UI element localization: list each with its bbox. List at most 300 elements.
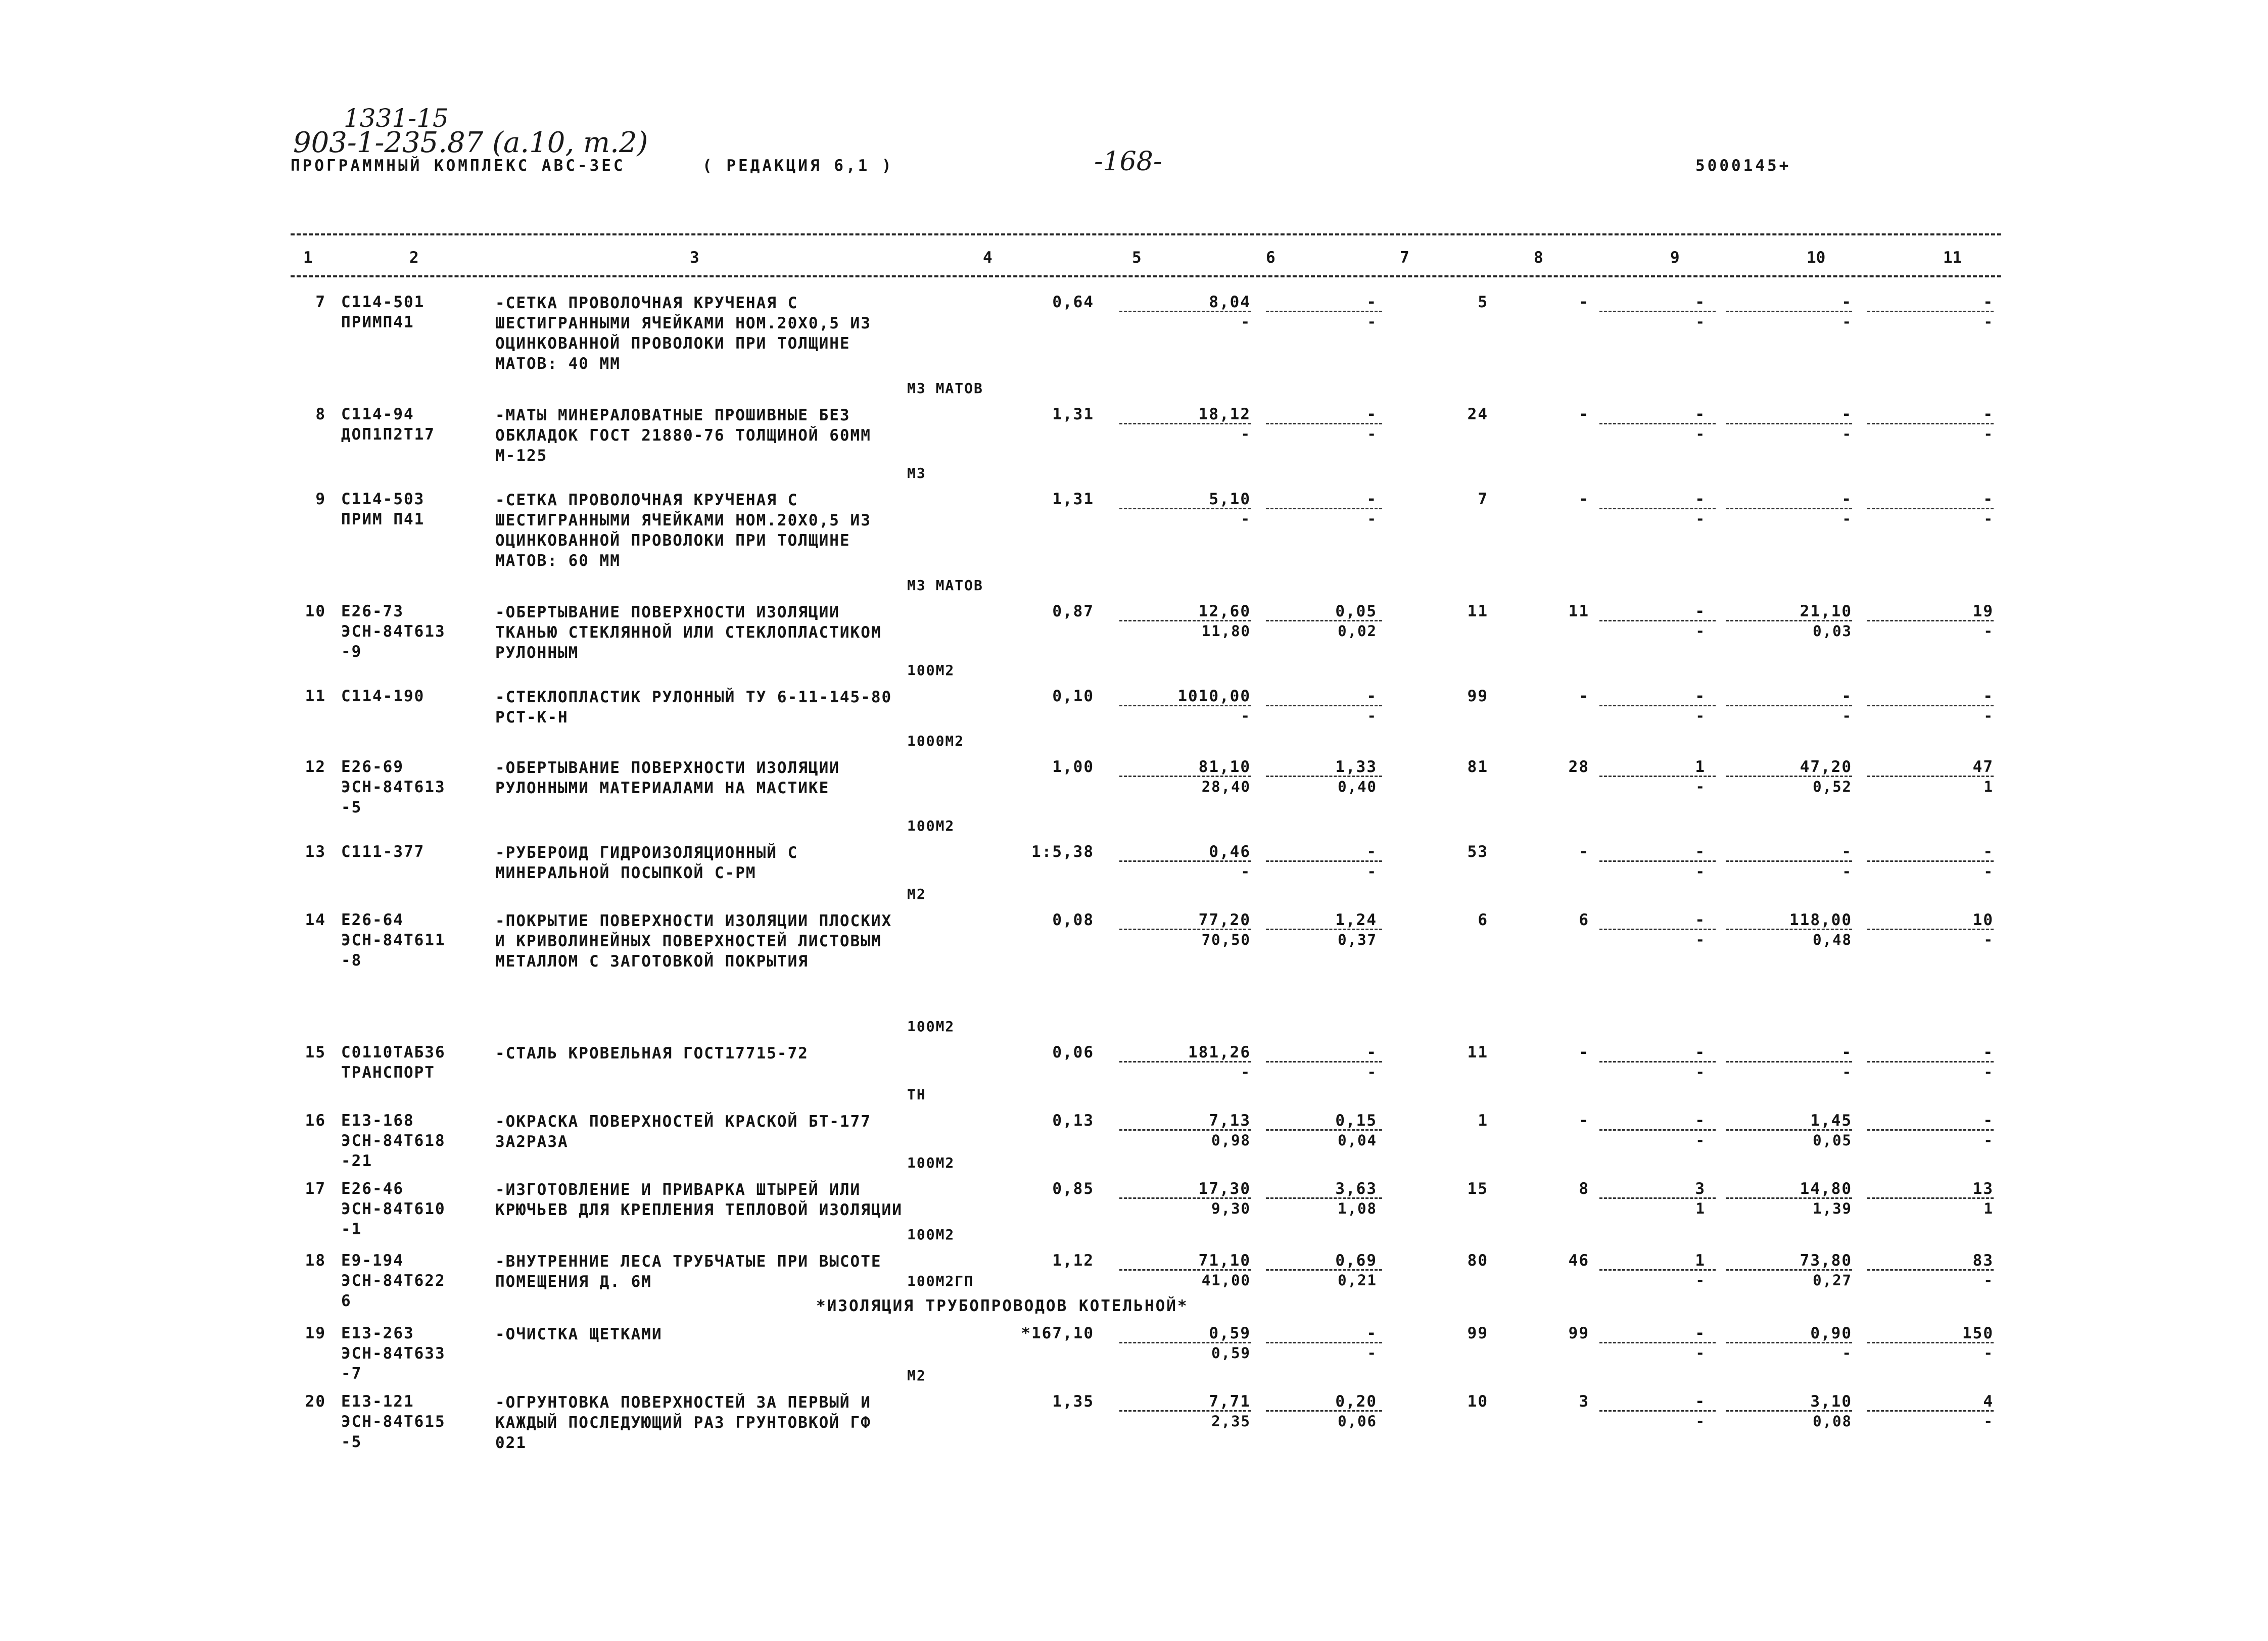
dashed-separator bbox=[1266, 1269, 1382, 1271]
cost-total: 71,10 bbox=[1198, 1251, 1251, 1270]
value-col-10: 21,10 bbox=[1800, 602, 1852, 620]
value-col-11-sub: - bbox=[1983, 1064, 1994, 1081]
dashed-separator bbox=[1266, 1410, 1382, 1412]
cost-total: 8,04 bbox=[1209, 293, 1251, 311]
value-col-10-sub: 0,48 bbox=[1813, 931, 1852, 948]
work-description: -ВНУТРЕННИЕ ЛЕСА ТРУБЧАТЫЕ ПРИ ВЫСОТЕ ПОМЕЩЕНИЯ Д. 6М bbox=[495, 1252, 882, 1291]
dashed-separator bbox=[1599, 1410, 1716, 1412]
value-col-7: 11 bbox=[1467, 602, 1488, 620]
machine-wages: - bbox=[1367, 313, 1377, 330]
table-row bbox=[291, 1038, 2001, 1106]
cost-total: 81,10 bbox=[1198, 758, 1251, 776]
table-row bbox=[291, 597, 2001, 682]
unit-of-measure: М2 bbox=[907, 1367, 926, 1384]
cost-total: 5,10 bbox=[1209, 490, 1251, 508]
machine-wages: 0,06 bbox=[1338, 1413, 1377, 1430]
machine-wages: 0,21 bbox=[1338, 1272, 1377, 1289]
dashed-separator bbox=[1119, 423, 1251, 424]
table-row bbox=[291, 906, 2001, 1038]
machine-cost: 1,33 bbox=[1335, 758, 1377, 776]
value-col-11: - bbox=[1983, 293, 1994, 311]
table-row bbox=[291, 485, 2001, 597]
table-row bbox=[291, 838, 2001, 906]
dashed-separator bbox=[1119, 1197, 1251, 1199]
value-col-10-sub: - bbox=[1842, 313, 1852, 330]
price-code: Е26-73 bbox=[341, 602, 404, 620]
dashed-separator bbox=[1867, 423, 1994, 424]
dashed-separator bbox=[1726, 1269, 1852, 1271]
machine-cost: 1,24 bbox=[1335, 911, 1377, 929]
dashed-separator bbox=[1599, 311, 1716, 312]
dashed-separator bbox=[1119, 705, 1251, 706]
value-col-10: 0,90 bbox=[1810, 1324, 1852, 1342]
machine-cost: 0,05 bbox=[1335, 602, 1377, 620]
value-col-8: 28 bbox=[1568, 758, 1589, 776]
price-code-suffix: -8 bbox=[341, 951, 362, 970]
price-code: Е26-69 bbox=[341, 758, 404, 776]
edition-header: ( РЕДАКЦИЯ 6,1 ) bbox=[702, 157, 894, 175]
dashed-separator bbox=[1867, 929, 1994, 930]
dashed-separator bbox=[1867, 1410, 1994, 1412]
value-col-10: 14,80 bbox=[1800, 1180, 1852, 1198]
unit-of-measure: М3 МАТОВ bbox=[907, 577, 983, 594]
dashed-separator bbox=[1119, 860, 1251, 862]
dashed-separator bbox=[1867, 1129, 1994, 1131]
dashed-separator bbox=[1266, 311, 1382, 312]
value-col-10-sub: 0,52 bbox=[1813, 778, 1852, 795]
value-col-9: 1 bbox=[1695, 1251, 1706, 1270]
dashed-separator bbox=[1266, 860, 1382, 862]
value-col-9-sub: - bbox=[1695, 1064, 1706, 1081]
price-code: С114-503 bbox=[341, 490, 425, 508]
col-7: 7 bbox=[1400, 249, 1409, 267]
dashed-separator bbox=[1867, 705, 1994, 706]
value-col-8: 3 bbox=[1579, 1392, 1589, 1411]
price-code-ref: ЭСН-84Т633 bbox=[341, 1344, 446, 1363]
document-code: 5000145+ bbox=[1695, 157, 1791, 175]
table-row bbox=[291, 682, 2001, 753]
row-number: 18 bbox=[305, 1251, 326, 1270]
price-code-ref: ЭСН-84Т613 bbox=[341, 778, 446, 796]
work-description: -ПОКРЫТИЕ ПОВЕРХНОСТИ ИЗОЛЯЦИИ ПЛОСКИХ И КРИВОЛИНЕЙНЫХ ПОВЕРХНОСТЕЙ ЛИСТОВЫМ МЕТАЛЛОМ С ЗАГОТОВКОЙ ПОКРЫТИЯ bbox=[495, 912, 892, 971]
machine-cost: - bbox=[1366, 1043, 1377, 1061]
cost-wages: 11,80 bbox=[1201, 622, 1251, 640]
value-col-10: - bbox=[1841, 293, 1852, 311]
dashed-separator bbox=[1119, 929, 1251, 930]
dashed-separator bbox=[1867, 620, 1994, 621]
value-col-8: 11 bbox=[1568, 602, 1589, 620]
dashed-separator bbox=[1599, 620, 1716, 621]
dashed-separator bbox=[1119, 1269, 1251, 1271]
value-col-10-sub: 0,05 bbox=[1813, 1132, 1852, 1149]
price-code-suffix: -21 bbox=[341, 1152, 372, 1170]
price-code-ref: ЭСН-84Т611 bbox=[341, 931, 446, 949]
handwritten-page-number: -168- bbox=[1094, 147, 1162, 177]
price-code: Е9-194 bbox=[341, 1251, 404, 1270]
quantity: 0,06 bbox=[1052, 1043, 1094, 1061]
work-description: -ИЗГОТОВЛЕНИЕ И ПРИВАРКА ШТЫРЕЙ ИЛИ КРЮЧЬЕВ ДЛЯ КРЕПЛЕНИЯ ТЕПЛОВОЙ ИЗОЛЯЦИИ bbox=[495, 1181, 903, 1219]
value-col-11: - bbox=[1983, 1043, 1994, 1061]
cost-wages: - bbox=[1241, 707, 1251, 725]
machine-wages: 0,02 bbox=[1338, 622, 1377, 640]
row-number: 20 bbox=[305, 1392, 326, 1411]
value-col-9: - bbox=[1695, 1392, 1706, 1411]
dashed-separator bbox=[1599, 508, 1716, 509]
value-col-10: 118,00 bbox=[1789, 911, 1852, 929]
machine-wages: - bbox=[1367, 510, 1377, 527]
dashed-separator bbox=[1119, 508, 1251, 509]
col-9: 9 bbox=[1670, 249, 1680, 267]
value-col-11: 83 bbox=[1972, 1251, 1994, 1270]
cost-wages: 41,00 bbox=[1201, 1272, 1251, 1289]
value-col-11: 47 bbox=[1972, 758, 1994, 776]
value-col-10: 1,45 bbox=[1810, 1112, 1852, 1130]
dashed-separator bbox=[1266, 776, 1382, 777]
value-col-11-sub: - bbox=[1983, 931, 1994, 948]
cost-wages: - bbox=[1241, 425, 1251, 443]
row-number: 12 bbox=[305, 758, 326, 776]
dashed-separator bbox=[1266, 705, 1382, 706]
value-col-8: - bbox=[1579, 843, 1589, 861]
dashed-separator bbox=[1726, 705, 1852, 706]
dashed-separator bbox=[1266, 1342, 1382, 1343]
dashed-separator bbox=[1726, 1342, 1852, 1343]
dashed-separator bbox=[1867, 508, 1994, 509]
value-col-7: 7 bbox=[1478, 490, 1488, 508]
row-number: 10 bbox=[305, 602, 326, 620]
table-row bbox=[291, 1175, 2001, 1246]
cost-wages: - bbox=[1241, 1064, 1251, 1081]
value-col-11-sub: - bbox=[1983, 1272, 1994, 1289]
value-col-9: - bbox=[1695, 843, 1706, 861]
cost-wages: - bbox=[1241, 863, 1251, 880]
price-code: Е26-64 bbox=[341, 911, 404, 929]
value-col-11-sub: 1 bbox=[1983, 778, 1994, 795]
value-col-9: - bbox=[1695, 911, 1706, 929]
work-description: -ОБЕРТЫВАНИЕ ПОВЕРХНОСТИ ИЗОЛЯЦИИ ТКАНЬЮ СТЕКЛЯННОЙ ИЛИ СТЕКЛОПЛАСТИКОМ РУЛОННЫМ bbox=[495, 603, 882, 662]
price-code: Е13-263 bbox=[341, 1324, 414, 1342]
quantity: 1,12 bbox=[1052, 1251, 1094, 1270]
dashed-separator bbox=[1599, 1129, 1716, 1131]
work-description: -ОЧИСТКА ЩЕТКАМИ bbox=[495, 1325, 663, 1343]
dashed-separator bbox=[1726, 311, 1852, 312]
price-code: С114-501 bbox=[341, 293, 425, 311]
handwritten-project-code: 903-1-235.87 (а.10, т.2) bbox=[293, 126, 648, 159]
machine-cost: - bbox=[1366, 293, 1377, 311]
work-description: -ОКРАСКА ПОВЕРХНОСТЕЙ КРАСКОЙ БТ-177 ЗА2РАЗА bbox=[495, 1113, 871, 1151]
unit-of-measure: 100М2 bbox=[907, 1154, 955, 1171]
value-col-8: - bbox=[1579, 490, 1589, 508]
col-2: 2 bbox=[409, 249, 419, 267]
dashed-separator bbox=[1599, 1197, 1716, 1199]
value-col-9-sub: - bbox=[1695, 510, 1706, 527]
price-code-ref: ДОП1П2Т17 bbox=[341, 425, 435, 444]
dashed-separator bbox=[1726, 508, 1852, 509]
price-code: С0110ТАБ36 bbox=[341, 1043, 446, 1061]
machine-wages: 1,08 bbox=[1338, 1200, 1377, 1217]
dashed-separator bbox=[1119, 1129, 1251, 1131]
price-code-suffix: -9 bbox=[341, 643, 362, 661]
machine-wages: - bbox=[1367, 1344, 1377, 1362]
dashed-separator bbox=[1119, 1342, 1251, 1343]
value-col-9-sub: - bbox=[1695, 707, 1706, 725]
table-row bbox=[291, 1106, 2001, 1175]
machine-cost: - bbox=[1366, 405, 1377, 423]
value-col-11: 150 bbox=[1962, 1324, 1994, 1342]
value-col-10: 73,80 bbox=[1800, 1251, 1852, 1270]
value-col-9-sub: - bbox=[1695, 313, 1706, 330]
value-col-11-sub: - bbox=[1983, 425, 1994, 443]
row-number: 16 bbox=[305, 1112, 326, 1130]
value-col-9: 3 bbox=[1695, 1180, 1706, 1198]
dashed-separator bbox=[1266, 620, 1382, 621]
machine-cost: 0,69 bbox=[1335, 1251, 1377, 1270]
table-row bbox=[291, 753, 2001, 838]
value-col-11: - bbox=[1983, 405, 1994, 423]
dashed-separator bbox=[1266, 1197, 1382, 1199]
price-code: Е26-46 bbox=[341, 1180, 404, 1198]
value-col-9-sub: - bbox=[1695, 931, 1706, 948]
dashed-separator bbox=[1726, 1410, 1852, 1412]
value-col-9-sub: - bbox=[1695, 425, 1706, 443]
work-description: -МАТЫ МИНЕРАЛОВАТНЫЕ ПРОШИВНЫЕ БЕЗ ОБКЛАДОК ГОСТ 21880-76 ТОЛЩИНОЙ 60ММ М-125 bbox=[495, 406, 871, 465]
value-col-10-sub: - bbox=[1842, 1064, 1852, 1081]
value-col-11: - bbox=[1983, 490, 1994, 508]
value-col-9-sub: - bbox=[1695, 1272, 1706, 1289]
value-col-10-sub: - bbox=[1842, 1344, 1852, 1362]
value-col-11: - bbox=[1983, 1112, 1994, 1130]
value-col-7: 81 bbox=[1467, 758, 1488, 776]
dashed-separator bbox=[1599, 1342, 1716, 1343]
machine-wages: - bbox=[1367, 863, 1377, 880]
work-description: -СТАЛЬ КРОВЕЛЬНАЯ ГОСТ17715-72 bbox=[495, 1044, 809, 1063]
value-col-9: - bbox=[1695, 1112, 1706, 1130]
cost-total: 181,26 bbox=[1188, 1043, 1251, 1061]
dashed-separator bbox=[1266, 929, 1382, 930]
value-col-9-sub: - bbox=[1695, 863, 1706, 880]
cost-total: 1010,00 bbox=[1177, 687, 1251, 705]
unit-of-measure: 1000М2 bbox=[907, 733, 965, 749]
dashed-separator bbox=[1599, 860, 1716, 862]
row-number: 15 bbox=[305, 1043, 326, 1061]
value-col-7: 99 bbox=[1467, 687, 1488, 705]
value-col-11: 13 bbox=[1972, 1180, 1994, 1198]
unit-of-measure: 100М2 bbox=[907, 662, 955, 679]
unit-of-measure: ТН bbox=[907, 1086, 926, 1103]
price-code-ref: ПРИМ П41 bbox=[341, 510, 425, 528]
value-col-9: - bbox=[1695, 687, 1706, 705]
cost-total: 12,60 bbox=[1198, 602, 1251, 620]
value-col-7: 6 bbox=[1478, 911, 1488, 929]
value-col-8: 46 bbox=[1568, 1251, 1589, 1270]
value-col-10: - bbox=[1841, 843, 1852, 861]
dashed-separator bbox=[1599, 1061, 1716, 1063]
cost-wages: - bbox=[1241, 510, 1251, 527]
dashed-separator bbox=[1599, 1269, 1716, 1271]
cost-wages: 0,59 bbox=[1211, 1344, 1251, 1362]
value-col-8: - bbox=[1579, 687, 1589, 705]
price-code-ref: ТРАНСПОРТ bbox=[341, 1064, 435, 1082]
quantity: 1:5,38 bbox=[1031, 843, 1094, 861]
value-col-8: - bbox=[1579, 405, 1589, 423]
value-col-7: 53 bbox=[1467, 843, 1488, 861]
machine-cost: 3,63 bbox=[1335, 1180, 1377, 1198]
row-number: 19 bbox=[305, 1324, 326, 1342]
column-number-row bbox=[291, 249, 2001, 269]
table-row bbox=[291, 1387, 2001, 1452]
price-code-suffix: -1 bbox=[341, 1220, 362, 1238]
price-code-ref: ПРИМП41 bbox=[341, 313, 414, 331]
value-col-9: - bbox=[1695, 1324, 1706, 1342]
value-col-7: 10 bbox=[1467, 1392, 1488, 1411]
value-col-11-sub: - bbox=[1983, 863, 1994, 880]
dashed-separator bbox=[1867, 311, 1994, 312]
price-code-suffix: 6 bbox=[341, 1292, 352, 1310]
value-col-11-sub: 1 bbox=[1983, 1200, 1994, 1217]
row-number: 13 bbox=[305, 843, 326, 861]
price-code-ref: ЭСН-84Т615 bbox=[341, 1413, 446, 1431]
cost-total: 7,71 bbox=[1209, 1392, 1251, 1411]
value-col-10: 3,10 bbox=[1810, 1392, 1852, 1411]
machine-cost: - bbox=[1366, 1324, 1377, 1342]
header-bottom-rule bbox=[291, 275, 2001, 277]
cost-total: 77,20 bbox=[1198, 911, 1251, 929]
quantity: *167,10 bbox=[1021, 1324, 1094, 1342]
value-col-9-sub: - bbox=[1695, 622, 1706, 640]
value-col-11-sub: - bbox=[1983, 1413, 1994, 1430]
price-code: Е13-168 bbox=[341, 1112, 414, 1130]
unit-of-measure: 100М2ГП bbox=[907, 1273, 974, 1289]
dashed-separator bbox=[1726, 1129, 1852, 1131]
value-col-11-sub: - bbox=[1983, 1344, 1994, 1362]
machine-wages: 0,04 bbox=[1338, 1132, 1377, 1149]
work-description: -РУБЕРОИД ГИДРОИЗОЛЯЦИОННЫЙ С МИНЕРАЛЬНОЙ ПОСЫПКОЙ С-РМ bbox=[495, 844, 798, 882]
table-row bbox=[291, 1319, 2001, 1387]
machine-wages: - bbox=[1367, 707, 1377, 725]
cost-wages: 9,30 bbox=[1211, 1200, 1251, 1217]
dashed-separator bbox=[1266, 1129, 1382, 1131]
dashed-separator bbox=[1119, 1410, 1251, 1412]
dashed-separator bbox=[1599, 705, 1716, 706]
quantity: 0,85 bbox=[1052, 1180, 1094, 1198]
machine-cost: - bbox=[1366, 490, 1377, 508]
dashed-separator bbox=[1726, 776, 1852, 777]
value-col-9: - bbox=[1695, 1043, 1706, 1061]
dashed-separator bbox=[1867, 1342, 1994, 1343]
price-code: С114-190 bbox=[341, 687, 425, 705]
unit-of-measure: М2 bbox=[907, 886, 926, 902]
quantity: 0,87 bbox=[1052, 602, 1094, 620]
quantity: 1,00 bbox=[1052, 758, 1094, 776]
value-col-8: 6 bbox=[1579, 911, 1589, 929]
value-col-10-sub: - bbox=[1842, 707, 1852, 725]
quantity: 0,13 bbox=[1052, 1112, 1094, 1130]
value-col-9: - bbox=[1695, 405, 1706, 423]
machine-wages: - bbox=[1367, 1064, 1377, 1081]
cost-wages: 28,40 bbox=[1201, 778, 1251, 795]
machine-wages: 0,40 bbox=[1338, 778, 1377, 795]
table-row bbox=[291, 288, 2001, 400]
value-col-11-sub: - bbox=[1983, 622, 1994, 640]
value-col-10-sub: 1,39 bbox=[1813, 1200, 1852, 1217]
value-col-7: 15 bbox=[1467, 1180, 1488, 1198]
work-description: -СЕТКА ПРОВОЛОЧНАЯ КРУЧЕНАЯ С ШЕСТИГРАННЫМИ ЯЧЕЙКАМИ НОМ.20Х0,5 ИЗ ОЦИНКОВАННОЙ ПРОВОЛОКИ ПРИ ТОЛЩИНЕ МАТОВ: 40 ММ bbox=[495, 294, 871, 373]
value-col-11: - bbox=[1983, 687, 1994, 705]
cost-wages: - bbox=[1241, 313, 1251, 330]
value-col-8: 99 bbox=[1568, 1324, 1589, 1342]
dashed-separator bbox=[1867, 860, 1994, 862]
value-col-7: 11 bbox=[1467, 1043, 1488, 1061]
value-col-8: - bbox=[1579, 1112, 1589, 1130]
value-col-9: - bbox=[1695, 490, 1706, 508]
value-col-10: 47,20 bbox=[1800, 758, 1852, 776]
col-5: 5 bbox=[1132, 249, 1142, 267]
col-3: 3 bbox=[690, 249, 699, 267]
value-col-8: 8 bbox=[1579, 1180, 1589, 1198]
dashed-separator bbox=[1726, 1197, 1852, 1199]
value-col-7: 99 bbox=[1467, 1324, 1488, 1342]
price-code-suffix: -5 bbox=[341, 1433, 362, 1451]
cost-total: 0,59 bbox=[1209, 1324, 1251, 1342]
value-col-10: - bbox=[1841, 1043, 1852, 1061]
dashed-separator bbox=[1119, 1061, 1251, 1063]
dashed-separator bbox=[1726, 1061, 1852, 1063]
machine-wages: - bbox=[1367, 425, 1377, 443]
value-col-11-sub: - bbox=[1983, 313, 1994, 330]
col-8: 8 bbox=[1534, 249, 1543, 267]
quantity: 0,10 bbox=[1052, 687, 1094, 705]
value-col-9: - bbox=[1695, 293, 1706, 311]
row-number: 11 bbox=[305, 687, 326, 705]
quantity: 0,08 bbox=[1052, 911, 1094, 929]
value-col-9-sub: - bbox=[1695, 778, 1706, 795]
col-11: 11 bbox=[1943, 249, 1962, 267]
dashed-separator bbox=[1867, 776, 1994, 777]
row-number: 14 bbox=[305, 911, 326, 929]
row-number: 17 bbox=[305, 1180, 326, 1198]
value-col-7: 1 bbox=[1478, 1112, 1488, 1130]
work-description: -ОБЕРТЫВАНИЕ ПОВЕРХНОСТИ ИЗОЛЯЦИИ РУЛОННЫМИ МАТЕРИАЛАМИ НА МАСТИКЕ bbox=[495, 759, 840, 797]
value-col-7: 80 bbox=[1467, 1251, 1488, 1270]
row-number: 8 bbox=[315, 405, 326, 423]
unit-of-measure: М3 bbox=[907, 465, 926, 481]
row-number: 9 bbox=[315, 490, 326, 508]
estimate-table-body bbox=[291, 288, 2001, 1622]
value-col-9: - bbox=[1695, 602, 1706, 620]
dashed-separator bbox=[1266, 508, 1382, 509]
value-col-10-sub: - bbox=[1842, 510, 1852, 527]
dashed-separator bbox=[1266, 423, 1382, 424]
handwritten-number-1: 1331-15 bbox=[344, 104, 449, 133]
value-col-11: 10 bbox=[1972, 911, 1994, 929]
section-title-text: *ИЗОЛЯЦИЯ ТРУБОПРОВОДОВ КОТЕЛЬНОЙ* bbox=[816, 1297, 1189, 1315]
unit-of-measure: 100М2 bbox=[907, 1018, 955, 1035]
price-code-ref: ЭСН-84Т618 bbox=[341, 1132, 446, 1150]
quantity: 1,31 bbox=[1052, 490, 1094, 508]
value-col-10-sub: 0,08 bbox=[1813, 1413, 1852, 1430]
machine-cost: 0,20 bbox=[1335, 1392, 1377, 1411]
value-col-11: - bbox=[1983, 843, 1994, 861]
unit-of-measure: 100М2 bbox=[907, 1226, 955, 1243]
col-4: 4 bbox=[983, 249, 993, 267]
row-number: 7 bbox=[315, 293, 326, 311]
value-col-9-sub: - bbox=[1695, 1344, 1706, 1362]
value-col-9-sub: - bbox=[1695, 1132, 1706, 1149]
work-description: -ОГРУНТОВКА ПОВЕРХНОСТЕЙ ЗА ПЕРВЫЙ И КАЖДЫЙ ПОСЛЕДУЮЩИЙ РАЗ ГРУНТОВКОЙ ГФ 021 bbox=[495, 1393, 871, 1452]
dashed-separator bbox=[1119, 311, 1251, 312]
cost-wages: 2,35 bbox=[1211, 1413, 1251, 1430]
value-col-10-sub: - bbox=[1842, 863, 1852, 880]
